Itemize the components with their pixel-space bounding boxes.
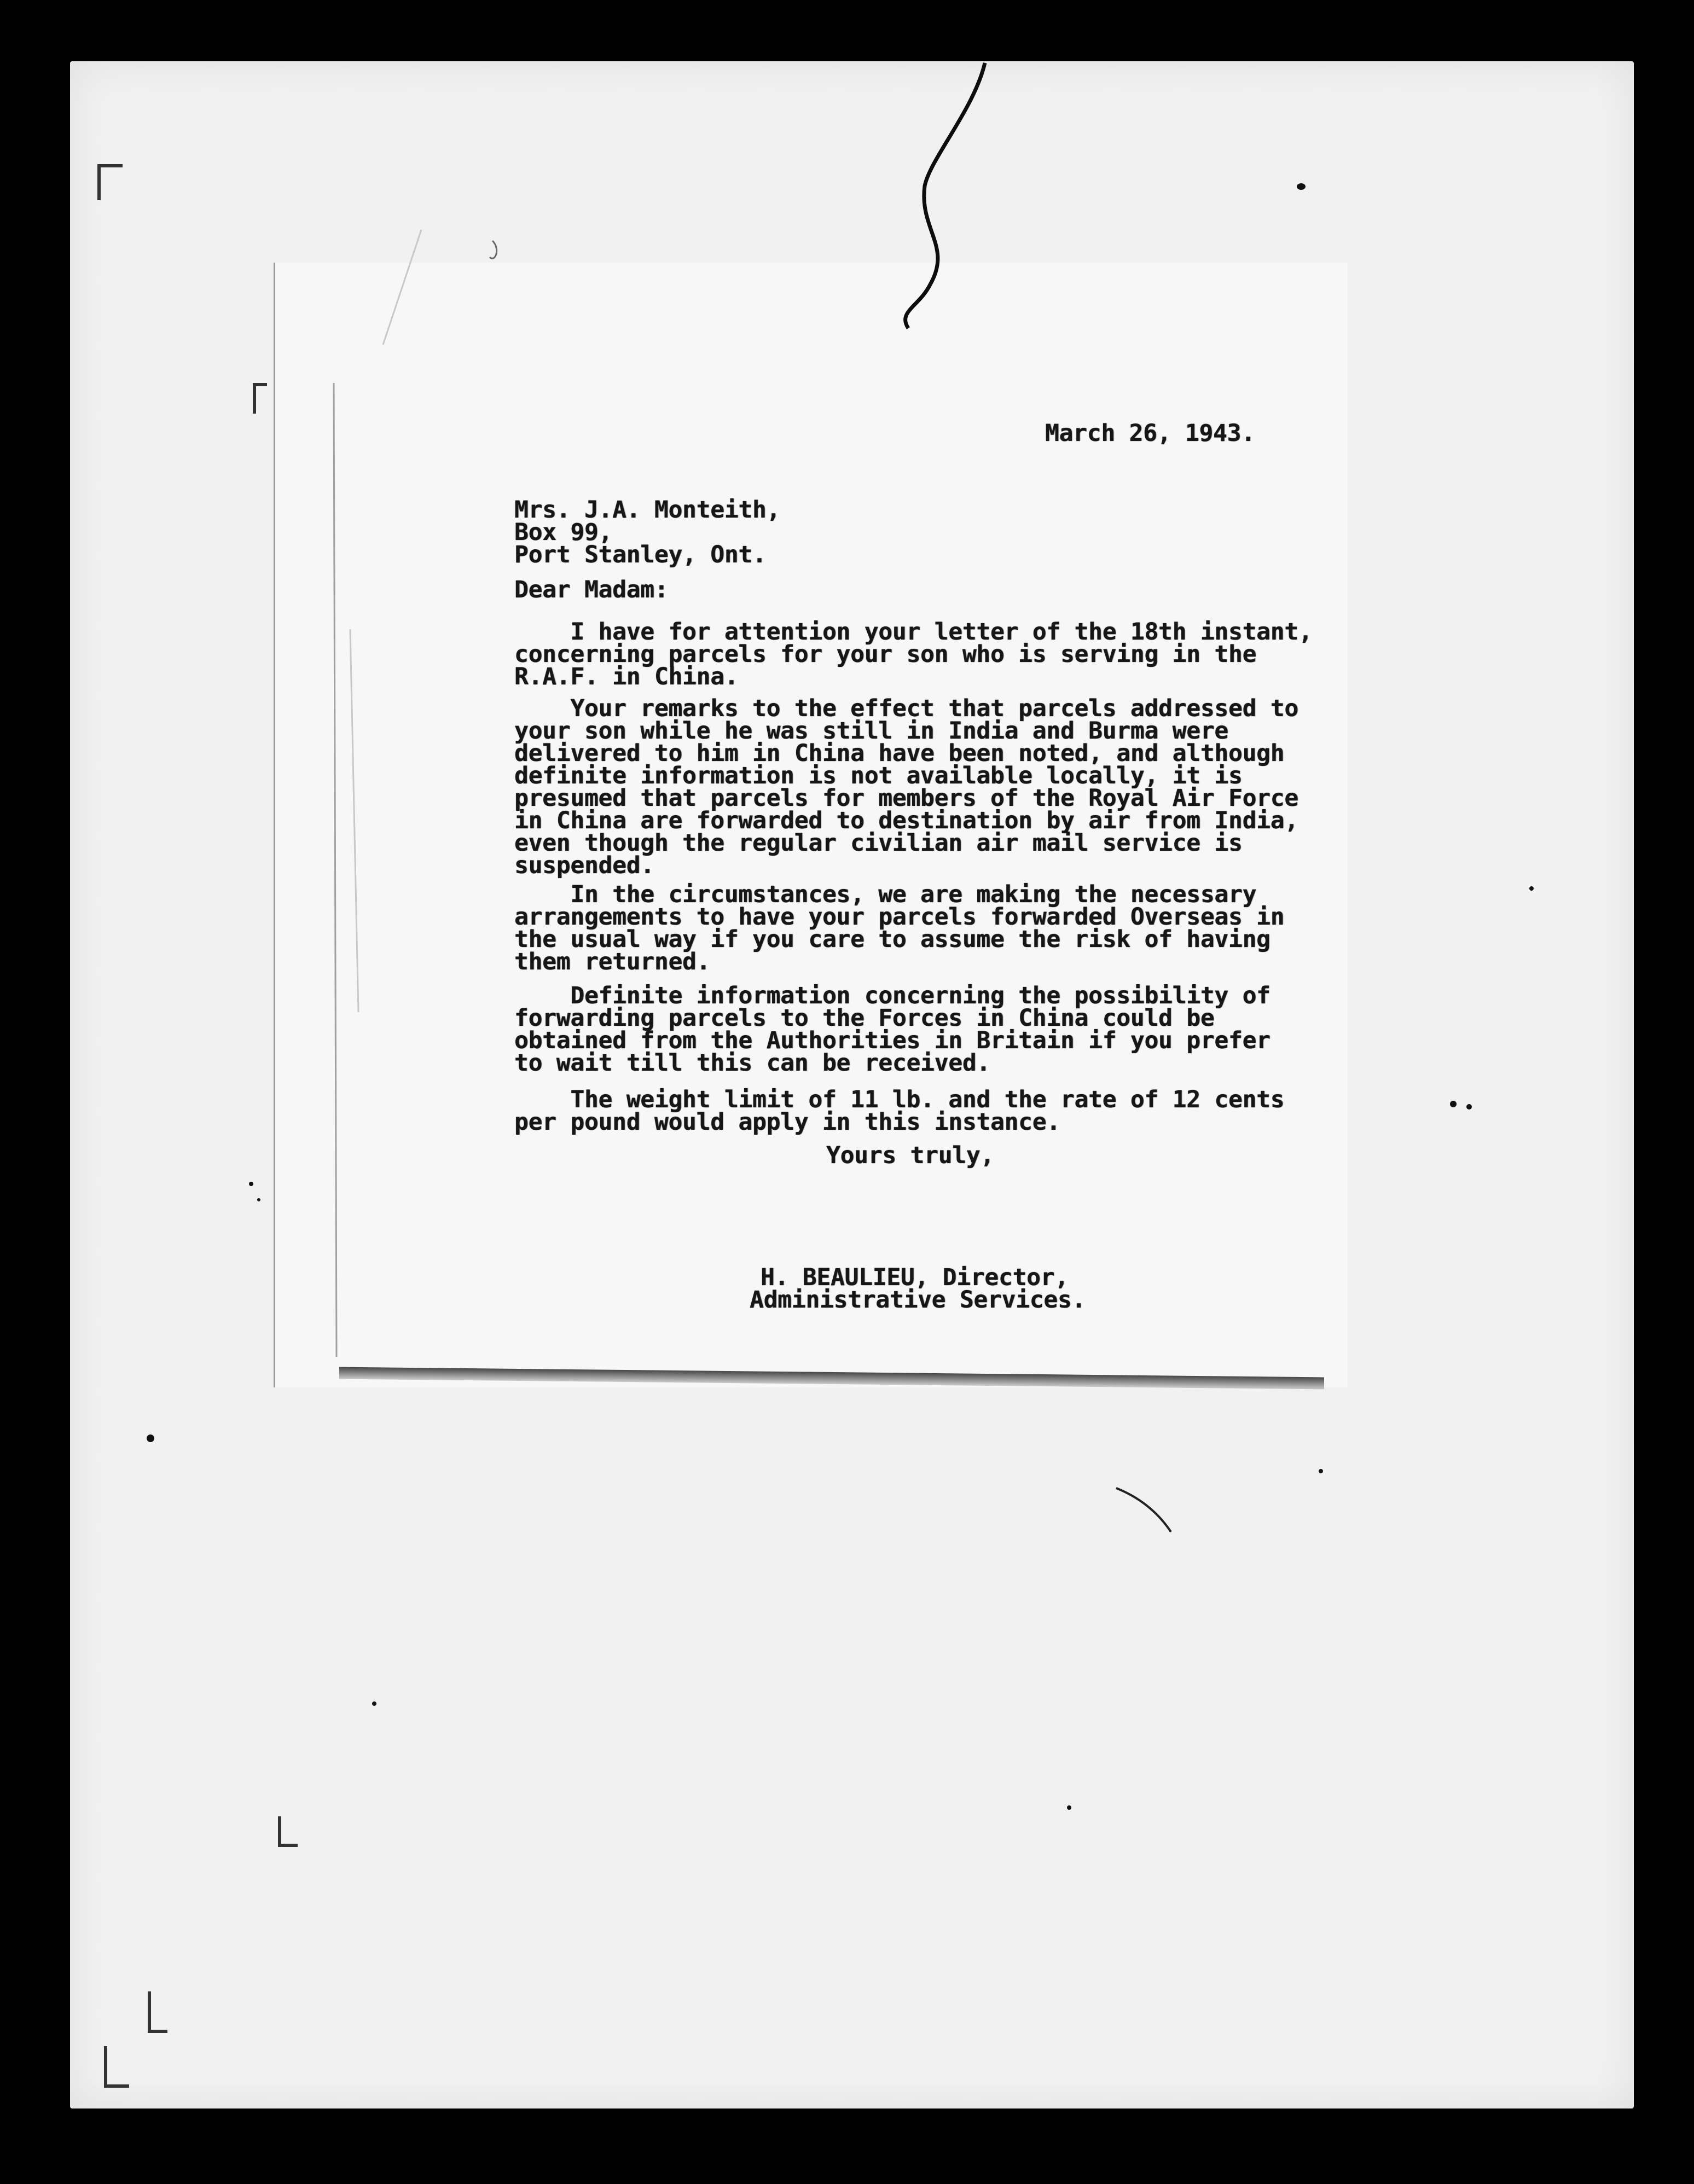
dust-speck (1466, 1104, 1472, 1110)
dust-speck (147, 1434, 154, 1442)
paragraph-line: In the circumstances, we are making the necessary (514, 881, 1257, 908)
dust-speck (257, 1198, 260, 1201)
paragraph-line: suspended. (514, 852, 654, 879)
closing: Yours truly, (826, 1142, 995, 1169)
paragraph-line: in China are forwarded to destination by air from India, (514, 807, 1298, 834)
paragraph-line: to wait till this can be received. (514, 1049, 990, 1077)
dust-speck (1297, 183, 1306, 190)
paragraph-4 (514, 982, 1270, 1077)
film-corner-mark (253, 383, 267, 414)
paragraph-3 (514, 881, 1285, 975)
signature-line: H. BEAULIEU, Director, (761, 1264, 1069, 1291)
film-corner-mark (278, 1816, 298, 1847)
paragraph-line: arrangements to have your parcels forwarded Overseas in (514, 903, 1285, 931)
dust-speck (372, 1701, 376, 1706)
paragraph-line: concerning parcels for your son who is serving in the (514, 641, 1257, 668)
paragraph-line: R.A.F. in China. (514, 663, 739, 690)
dust-speck (1319, 1469, 1323, 1473)
paragraph-line: delivered to him in China have been noted, and although (514, 740, 1285, 767)
dust-speck (1450, 1101, 1457, 1107)
letter-date: March 26, 1943. (1045, 420, 1255, 447)
paragraph-line: definite information is not available locally, it is (514, 762, 1243, 789)
address-line: Box 99, (514, 519, 613, 546)
signature-line: Administrative Services. (750, 1286, 1086, 1314)
signature-block (750, 1264, 1086, 1314)
film-corner-mark (104, 2046, 129, 2088)
paragraph-2 (514, 695, 1298, 879)
paragraph-5 (514, 1086, 1285, 1136)
paragraph-line: The weight limit of 11 lb. and the rate of 12 cents (514, 1086, 1285, 1113)
film-corner-mark (97, 164, 123, 200)
paragraph-line: presumed that parcels for members of the Royal Air Force (514, 785, 1298, 812)
paragraph-line: forwarding parcels to the Forces in China could be (514, 1004, 1215, 1032)
paragraph-1 (514, 618, 1313, 690)
paragraph-line: I have for attention your letter of the 18th instant, (514, 618, 1313, 646)
paragraph-line: Your remarks to the effect that parcels addressed to (514, 695, 1298, 722)
paragraph-line: your son while he was still in India and Burma were (514, 717, 1228, 745)
address-line: Mrs. J.A. Monteith, (514, 496, 781, 524)
paragraph-line: per pound would apply in this instance. (514, 1108, 1060, 1136)
paragraph-line: them returned. (514, 948, 711, 975)
dust-speck (1067, 1805, 1071, 1810)
salutation: Dear Madam: (514, 576, 669, 603)
address-line: Port Stanley, Ont. (514, 541, 767, 568)
film-corner-mark (148, 1991, 167, 2033)
paragraph-line: the usual way if you care to assume the risk of having (514, 926, 1270, 953)
paragraph-line: even though the regular civilian air mail service is (514, 829, 1243, 857)
paragraph-line: obtained from the Authorities in Britain if you prefer (514, 1027, 1270, 1054)
dust-speck (1529, 886, 1534, 891)
dust-speck (249, 1182, 253, 1186)
paragraph-line: Definite information concerning the possibility of (514, 982, 1270, 1009)
recipient-address (514, 496, 781, 568)
